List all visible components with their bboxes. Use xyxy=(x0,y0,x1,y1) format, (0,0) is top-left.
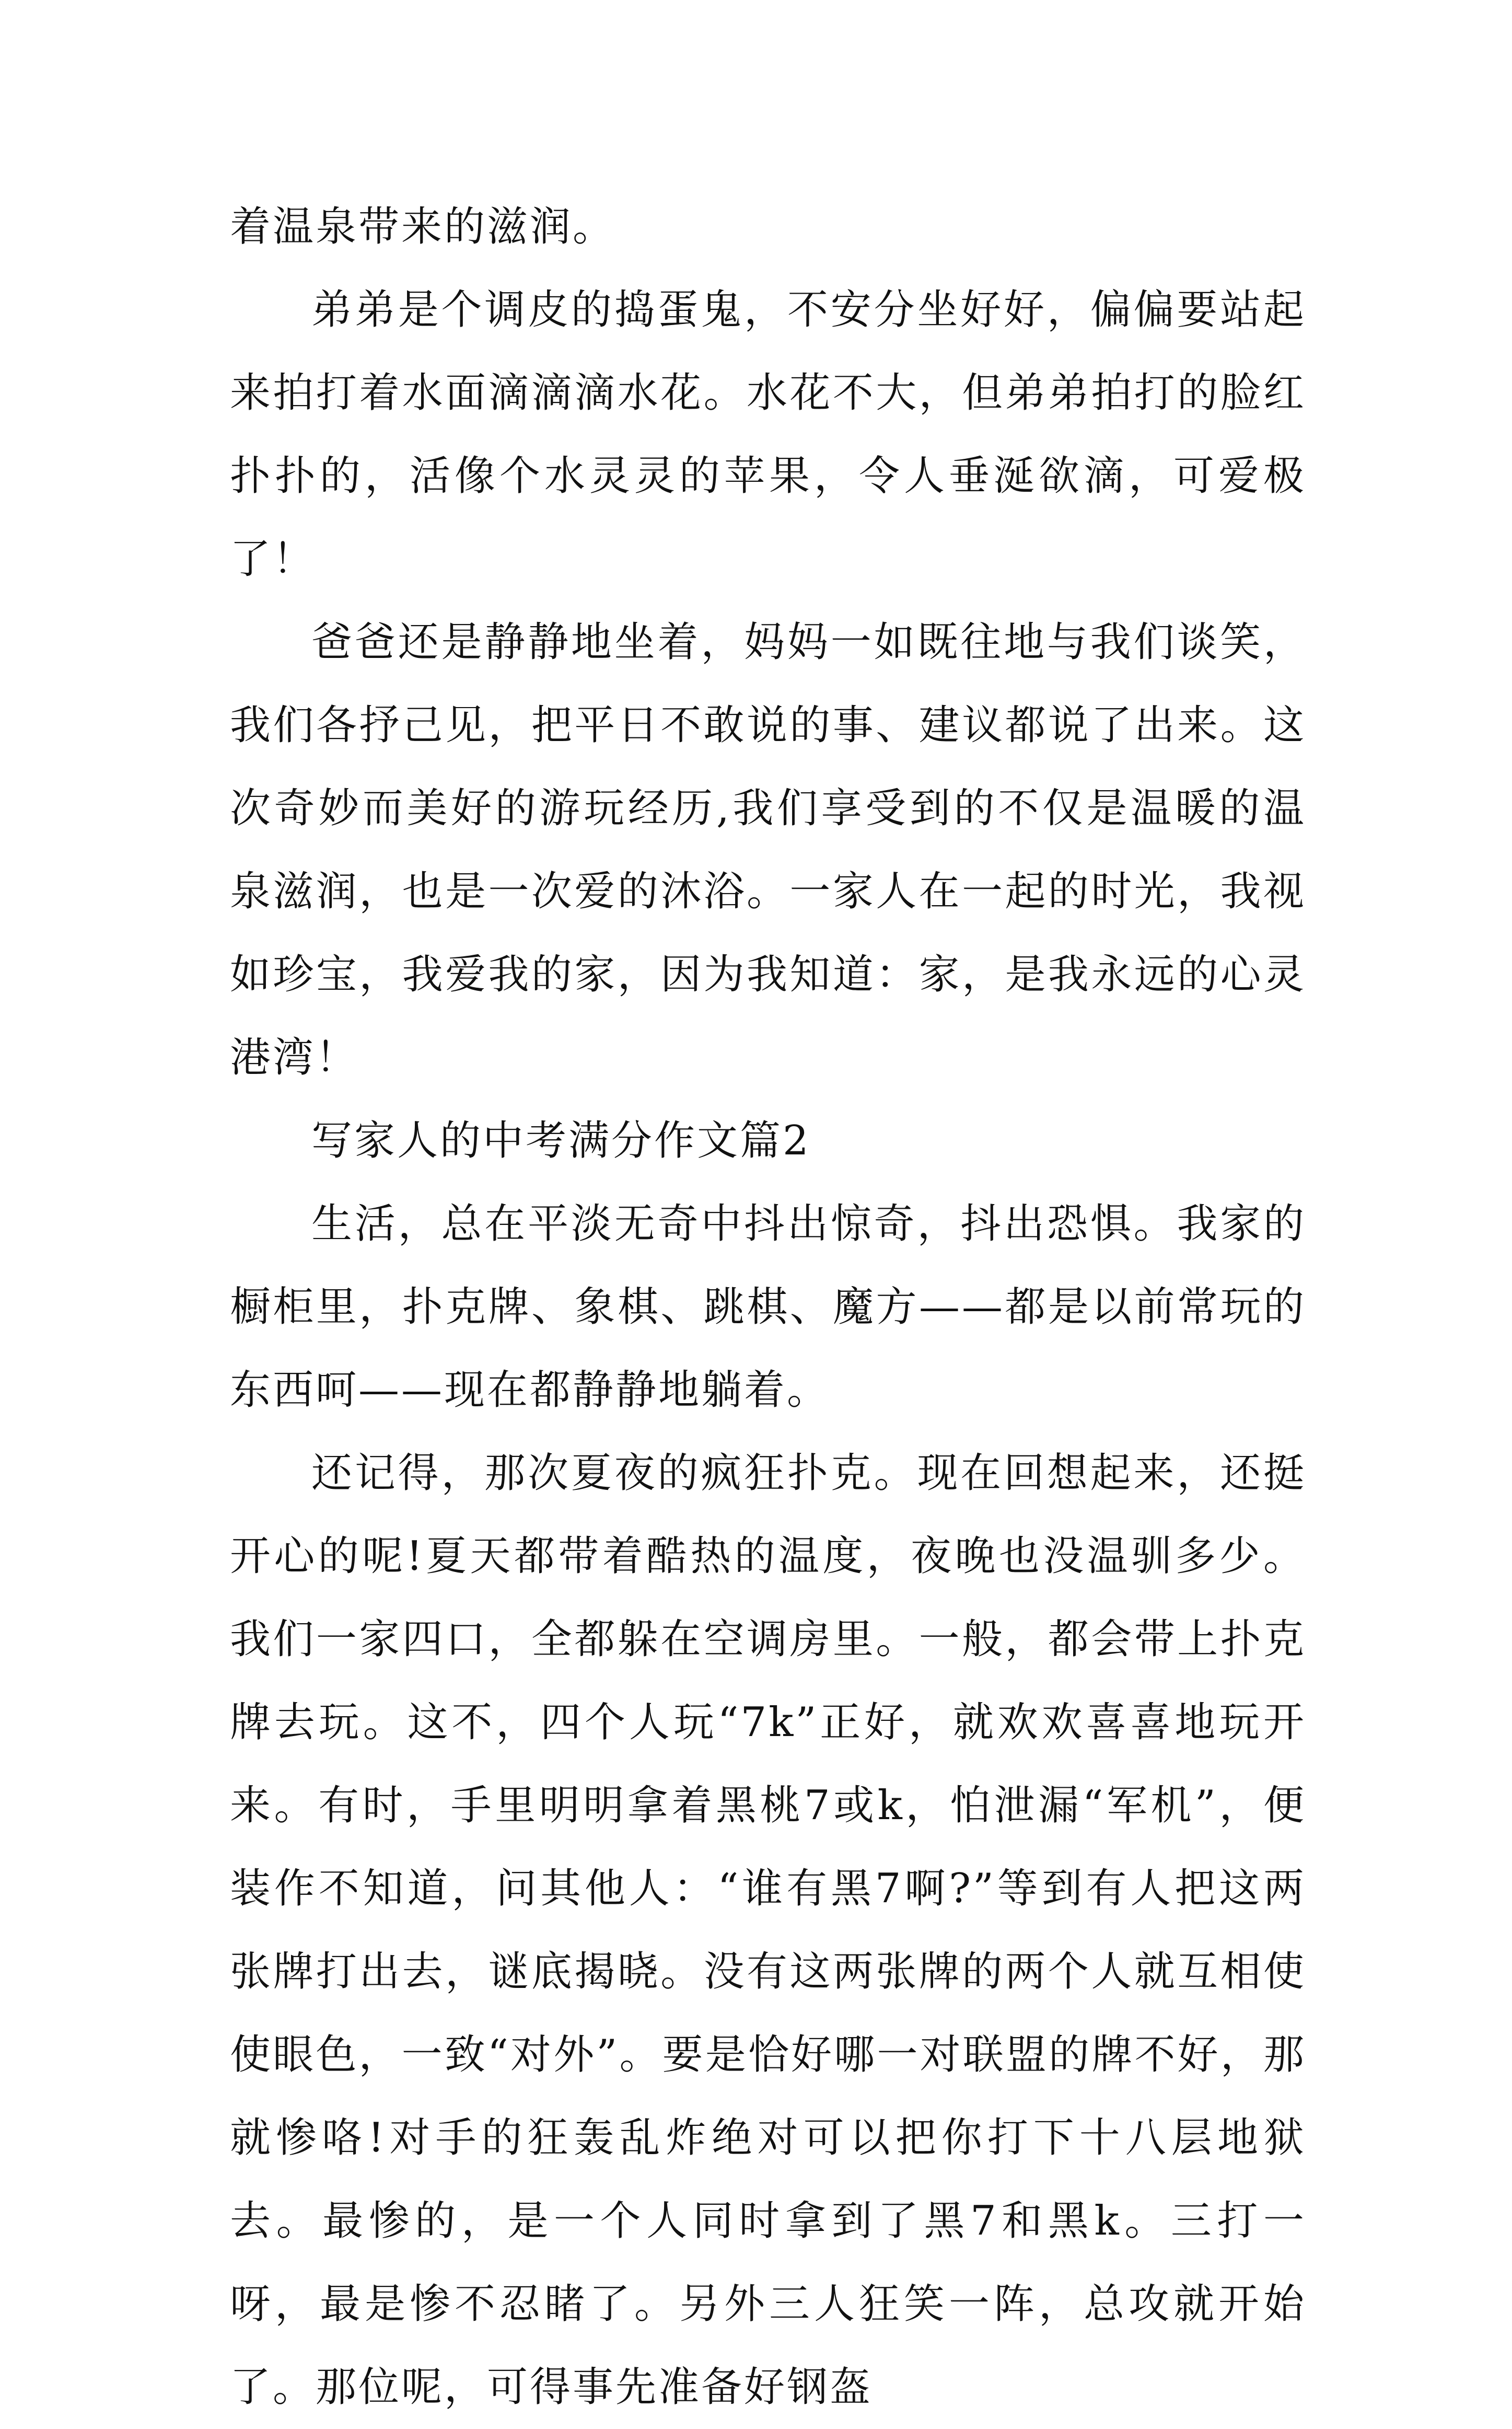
paragraph-3: 爸爸还是静静地坐着，妈妈一如既往地与我们谈笑，我们各抒己见，把平日不敢说的事、建议都说了出来。这次奇妙而美好的游玩经历,我们享受到的不仅是温暖的温泉滋润，也是一次爱的沐浴。一家人在一起的时光，我视如珍宝，我爱我的家，因为我知道：家，是我永远的心灵港湾！ xyxy=(230,619,1306,1081)
document-body xyxy=(230,186,1306,2429)
paragraph-4: 生活，总在平淡无奇中抖出惊奇，抖出恐惧。我家的橱柜里，扑克牌、象棋、跳棋、魔方——都是以前常玩的东西呵——现在都静静地躺着。 xyxy=(230,1200,1306,1414)
section-heading: 写家人的中考满分作文篇2 xyxy=(311,1117,811,1164)
paragraph-5: 还记得，那次夏夜的疯狂扑克。现在回想起来，还挺开心的呢!夏天都带着酷热的温度，夜晚也没温驯多少。我们一家四口，全都躲在空调房里。一般，都会带上扑克牌去玩。这不，四个人玩“7k”正好，就欢欢喜喜地玩开来。有时，手里明明拿着黑桃7或k，怕泄漏“军机”，便装作不知道，问其他人：“谁有黑7啊?”等到有人把这两张牌打出去，谜底揭晓。没有这两张牌的两个人就互相使使眼色，一致“对外”。要是恰好哪一对联盟的牌不好，那就惨咯!对手的狂轰乱炸绝对可以把你打下十八层地狱去。最惨的，是一个人同时拿到了黑7和黑k。三打一呀，最是惨不忍睹了。另外三人狂笑一阵，总攻就开始了。那位呢，可得事先准备好钢盔 xyxy=(230,1450,1306,2411)
paragraph-2: 弟弟是个调皮的捣蛋鬼，不安分坐好好，偏偏要站起来拍打着水面滴滴滴水花。水花不大，但弟弟拍打的脸红扑扑的，活像个水灵灵的苹果，令人垂涎欲滴，可爱极了！ xyxy=(230,286,1306,583)
paragraph-1: 着温泉带来的滋润。 xyxy=(230,203,616,250)
